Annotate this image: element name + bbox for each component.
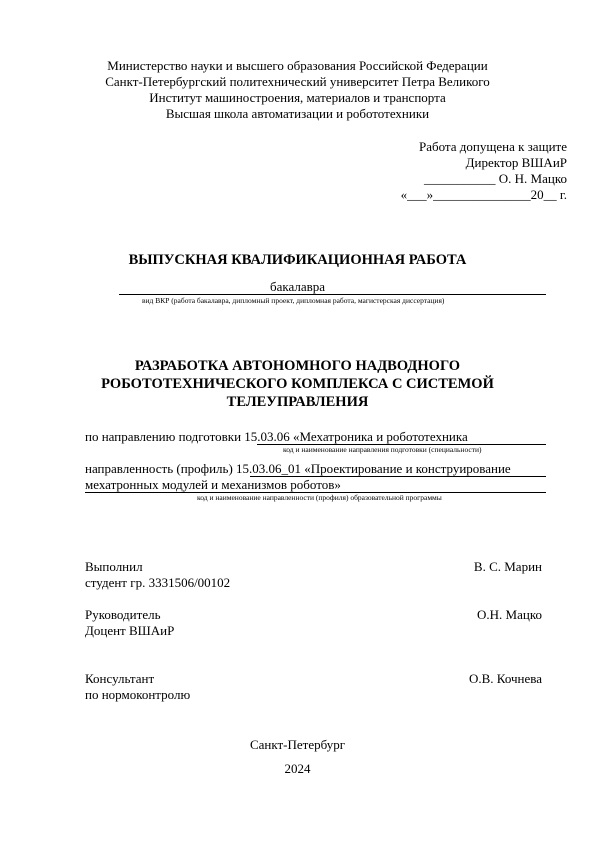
document-type-title: ВЫПУСКНАЯ КВАЛИФИКАЦИОННАЯ РАБОТА bbox=[128, 252, 467, 268]
degree-value: бакалавра bbox=[269, 279, 326, 294]
direction-prefix: по направлению подготовки bbox=[85, 429, 242, 444]
profile-line-1 bbox=[85, 461, 511, 477]
degree-rule bbox=[119, 294, 546, 295]
supervisor-position: Доцент ВШАиР bbox=[85, 623, 175, 638]
topic-line-3: ТЕЛЕУПРАВЛЕНИЯ bbox=[226, 394, 369, 410]
approval-line-2: Директор ВШАиР bbox=[465, 155, 567, 170]
topic-line-1: РАЗРАБОТКА АВТОНОМНОГО НАДВОДНОГО bbox=[134, 358, 461, 374]
performer-group: студент гр. 3331506/00102 bbox=[85, 575, 231, 590]
direction-caption: код и наименование направления подготовки (специальности) bbox=[283, 445, 482, 454]
institute-line: Институт машиностроения, материалов и транспорта bbox=[149, 90, 446, 105]
footer-year: 2024 bbox=[284, 761, 311, 776]
topic-line-2: РОБОТОТЕХНИЧЕСКОГО КОМПЛЕКСА С СИСТЕМОЙ bbox=[101, 376, 494, 392]
approval-line-3: ___________ О. Н. Мацко bbox=[424, 171, 567, 186]
direction-line bbox=[85, 429, 468, 445]
university-line: Санкт-Петербургский политехнический университет Петра Великого bbox=[105, 74, 490, 89]
performer-name: В. С. Марин bbox=[473, 559, 542, 574]
profile-value-2: мехатронных модулей и механизмов роботов» bbox=[85, 477, 341, 492]
consultant-name: О.В. Кочнева bbox=[469, 671, 542, 686]
approval-line-1: Работа допущена к защите bbox=[418, 139, 567, 154]
approval-line-4: «___»_______________20__ г. bbox=[400, 187, 567, 202]
performer-role: Выполнил bbox=[85, 559, 143, 574]
profile-prefix: направленность (профиль) bbox=[85, 461, 233, 476]
ministry-line: Министерство науки и высшего образования Российской Федерации bbox=[107, 58, 488, 73]
supervisor-role: Руководитель bbox=[85, 607, 161, 622]
profile-caption: код и наименование направленности (профиля) образовательной программы bbox=[197, 493, 442, 502]
degree-caption: вид ВКР (работа бакалавра, дипломный проект, дипломная работа, магистерская диссертация) bbox=[142, 296, 445, 305]
consultant-detail: по нормоконтролю bbox=[85, 687, 191, 702]
profile-value-1: 15.03.06_01 «Проектирование и конструирование bbox=[236, 461, 511, 476]
supervisor-name: О.Н. Мацко bbox=[477, 607, 542, 622]
consultant-role: Консультант bbox=[85, 671, 155, 686]
direction-value: 15.03.06 «Мехатроника и робототехника bbox=[244, 429, 468, 444]
footer-city: Санкт-Петербург bbox=[249, 737, 346, 752]
school-line: Высшая школа автоматизации и робототехники bbox=[165, 106, 430, 121]
